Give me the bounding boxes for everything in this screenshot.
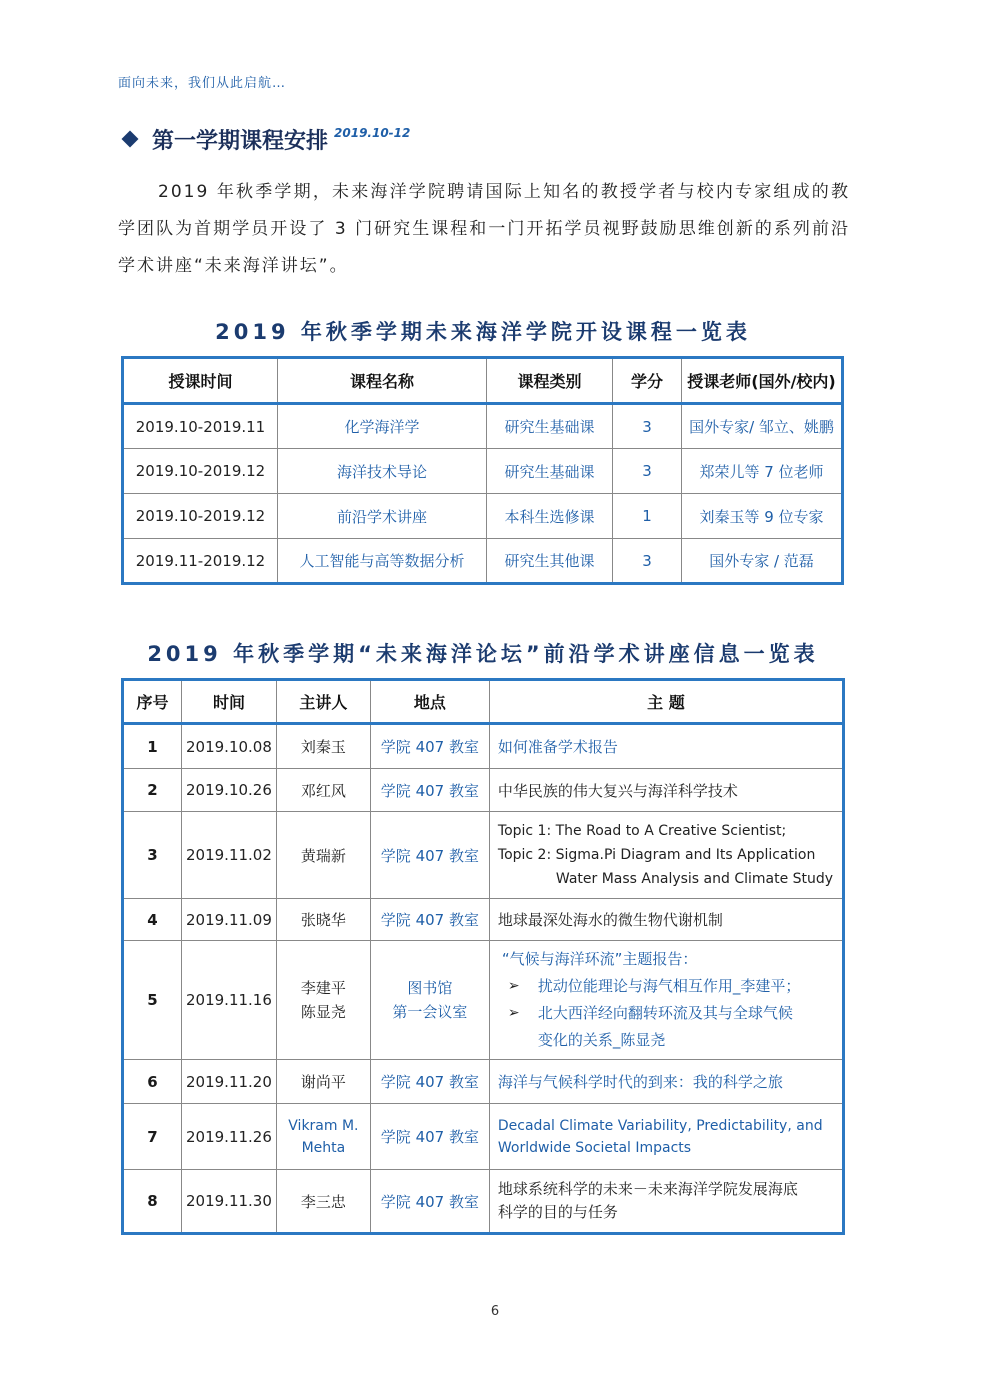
course-type: 研究生其他课 bbox=[487, 539, 613, 584]
intro-text: 2019 年秋季学期，未来海洋学院聘请国际上知名的教授学者与校内专家组成的教学团队为首期学员开设了 3 门研究生课程和一门开拓学员视野鼓励思维创新的系列前沿学术讲座“未来海洋讲坛”。 bbox=[118, 182, 850, 276]
lecture-date: 2019.11.26 bbox=[182, 1104, 277, 1170]
lecture-date: 2019.11.16 bbox=[182, 941, 277, 1060]
table-row bbox=[123, 449, 843, 494]
lecture-no: 6 bbox=[123, 1060, 182, 1104]
page-number: 6 bbox=[490, 1304, 500, 1319]
table-row bbox=[123, 899, 844, 941]
course-time: 2019.10-2019.12 bbox=[123, 494, 278, 539]
place-line: 图书馆 bbox=[407, 979, 453, 997]
table-row bbox=[123, 404, 843, 449]
lecture-place: 学院 407 教室 bbox=[370, 899, 489, 941]
topic-line: 地球系统科学的未来－未来海洋学院发展海底 bbox=[497, 1180, 798, 1198]
bullet-text: 变化的关系_陈显尧 bbox=[537, 1031, 666, 1049]
lecture-topic: 地球最深处海水的微生物代谢机制 bbox=[489, 899, 843, 941]
course-teacher: 郑荣儿等 7 位老师 bbox=[682, 449, 843, 494]
course-teacher: 国外专家 / 范磊 bbox=[682, 539, 843, 584]
topic-line: Topic 2: Sigma.Pi Diagram and Its Application bbox=[497, 847, 816, 863]
course-type: 研究生基础课 bbox=[487, 404, 613, 449]
course-teacher: 国外专家/ 邹立、姚鹏 bbox=[682, 404, 843, 449]
col-header-type: 课程类别 bbox=[487, 358, 613, 404]
table-row bbox=[123, 1060, 844, 1104]
topic-line: 科学的目的与任务 bbox=[497, 1203, 618, 1221]
lecture-speaker: 张晓华 bbox=[276, 899, 370, 941]
course-name: 前沿学术讲座 bbox=[278, 494, 487, 539]
lecture-no: 2 bbox=[123, 769, 182, 812]
course-credit: 3 bbox=[613, 404, 682, 449]
lecture-no: 8 bbox=[123, 1170, 182, 1234]
speaker-line: 陈显尧 bbox=[300, 1003, 346, 1021]
lecture-date: 2019.11.09 bbox=[182, 899, 277, 941]
lecture-date: 2019.10.26 bbox=[182, 769, 277, 812]
lecture-no: 3 bbox=[123, 812, 182, 899]
table-row bbox=[123, 1170, 844, 1234]
bullet-text: 北大西洋经向翻转环流及其与全球气候 bbox=[537, 1004, 793, 1022]
lecture-no: 7 bbox=[123, 1104, 182, 1170]
lecture-date: 2019.11.20 bbox=[182, 1060, 277, 1104]
section-date: 2019.10-12 bbox=[334, 126, 411, 140]
course-name: 人工智能与高等数据分析 bbox=[278, 539, 487, 584]
speaker-line: 李建平 bbox=[300, 979, 346, 997]
lecture-topic bbox=[489, 941, 843, 1060]
lecture-topic: 中华民族的伟大复兴与海洋科学技术 bbox=[489, 769, 843, 812]
lecture-speaker: 刘秦玉 bbox=[276, 724, 370, 769]
course-time: 2019.11-2019.12 bbox=[123, 539, 278, 584]
lecture-place: 学院 407 教室 bbox=[370, 1104, 489, 1170]
lecture-place: 学院 407 教室 bbox=[370, 1060, 489, 1104]
arrow-bullet-icon: ➢ bbox=[507, 978, 520, 994]
col-header-time: 授课时间 bbox=[123, 358, 278, 404]
lecture-no: 1 bbox=[123, 724, 182, 769]
topic-line: Decadal Climate Variability, Predictability, and bbox=[497, 1117, 823, 1134]
col-header-topic: 主 题 bbox=[489, 680, 843, 724]
courses-table-caption: 2019 年秋季学期未来海洋学院开设课程一览表 bbox=[215, 320, 751, 344]
lecture-speaker: 谢尚平 bbox=[276, 1060, 370, 1104]
lectures-table bbox=[121, 678, 845, 1235]
table-row bbox=[123, 769, 844, 812]
lecture-no: 5 bbox=[123, 941, 182, 1060]
header-tagline: 面向未来，我们从此启航… bbox=[118, 76, 287, 91]
topic-bullet bbox=[498, 973, 838, 1000]
col-header-name: 课程名称 bbox=[278, 358, 487, 404]
course-teacher: 刘秦玉等 9 位专家 bbox=[682, 494, 843, 539]
course-credit: 3 bbox=[613, 449, 682, 494]
course-name: 化学海洋学 bbox=[278, 404, 487, 449]
intro-paragraph bbox=[118, 174, 850, 285]
lecture-place: 学院 407 教室 bbox=[370, 1170, 489, 1234]
lecture-speaker bbox=[276, 1104, 370, 1170]
course-credit: 3 bbox=[613, 539, 682, 584]
lecture-topic bbox=[489, 1104, 843, 1170]
col-header-date: 时间 bbox=[182, 680, 277, 724]
section-heading bbox=[118, 124, 410, 155]
topic-line: Water Mass Analysis and Climate Study bbox=[555, 871, 834, 887]
course-time: 2019.10-2019.12 bbox=[123, 449, 278, 494]
lecture-topic: 如何准备学术报告 bbox=[489, 724, 843, 769]
col-header-speaker: 主讲人 bbox=[276, 680, 370, 724]
table-row bbox=[123, 724, 844, 769]
lecture-speaker: 邓红风 bbox=[276, 769, 370, 812]
table-row bbox=[123, 539, 843, 584]
place-line: 第一会议室 bbox=[392, 1003, 468, 1021]
lecture-speaker bbox=[276, 941, 370, 1060]
bullet-text: 扰动位能理论与海气相互作用_李建平； bbox=[537, 977, 801, 995]
topic-bullet bbox=[498, 1000, 838, 1054]
col-header-credit: 学分 bbox=[613, 358, 682, 404]
table-row bbox=[123, 1104, 844, 1170]
lecture-place: 学院 407 教室 bbox=[370, 769, 489, 812]
lecture-topic bbox=[489, 812, 843, 899]
topic-line: Topic 1: The Road to A Creative Scientist; bbox=[497, 823, 787, 839]
diamond-bullet-icon bbox=[122, 131, 139, 148]
course-credit: 1 bbox=[613, 494, 682, 539]
table-row bbox=[123, 494, 843, 539]
section-title: 第一学期课程安排 bbox=[152, 129, 329, 154]
lectures-header-row bbox=[123, 680, 844, 724]
col-header-place: 地点 bbox=[370, 680, 489, 724]
table-row bbox=[123, 941, 844, 1060]
courses-header-row bbox=[123, 358, 843, 404]
topic-title: “气候与海洋环流”主题报告： bbox=[501, 950, 698, 968]
col-header-teacher: 授课老师(国外/校内) bbox=[682, 358, 843, 404]
lecture-topic: 海洋与气候科学时代的到来：我的科学之旅 bbox=[489, 1060, 843, 1104]
speaker-line: Mehta bbox=[301, 1139, 346, 1156]
lecture-no: 4 bbox=[123, 899, 182, 941]
table-row bbox=[123, 812, 844, 899]
lecture-date: 2019.10.08 bbox=[182, 724, 277, 769]
col-header-no: 序号 bbox=[123, 680, 182, 724]
course-name: 海洋技术导论 bbox=[278, 449, 487, 494]
lecture-place: 学院 407 教室 bbox=[370, 724, 489, 769]
arrow-bullet-icon: ➢ bbox=[507, 1005, 520, 1021]
course-time: 2019.10-2019.11 bbox=[123, 404, 278, 449]
lecture-date: 2019.11.30 bbox=[182, 1170, 277, 1234]
topic-line: Worldwide Societal Impacts bbox=[497, 1139, 692, 1156]
lecture-topic bbox=[489, 1170, 843, 1234]
lecture-place: 学院 407 教室 bbox=[370, 812, 489, 899]
speaker-line: Vikram M. bbox=[288, 1117, 359, 1134]
course-type: 研究生基础课 bbox=[487, 449, 613, 494]
lecture-speaker: 黄瑞新 bbox=[276, 812, 370, 899]
course-type: 本科生选修课 bbox=[487, 494, 613, 539]
lectures-table-caption: 2019 年秋季学期“未来海洋论坛”前沿学术讲座信息一览表 bbox=[147, 642, 819, 666]
courses-table bbox=[121, 356, 844, 585]
lecture-place bbox=[370, 941, 489, 1060]
lecture-speaker: 李三忠 bbox=[276, 1170, 370, 1234]
lecture-date: 2019.11.02 bbox=[182, 812, 277, 899]
